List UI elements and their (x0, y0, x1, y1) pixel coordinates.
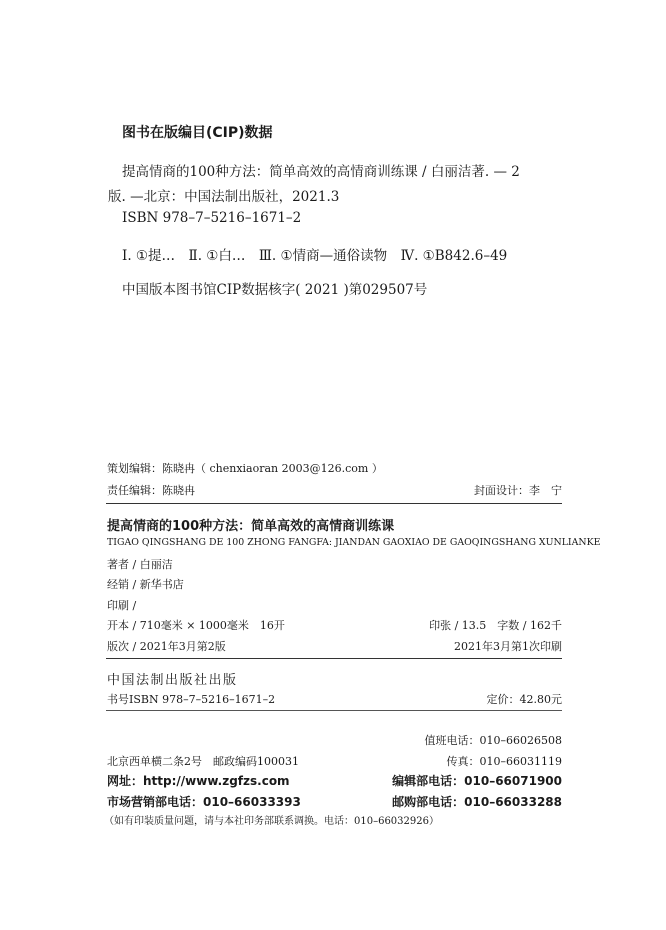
divider (106, 503, 562, 504)
duty-phone: 值班电话：010–66026508 (424, 734, 562, 747)
book-price: 定价：42.80元 (486, 693, 562, 706)
divider (106, 658, 562, 659)
book-edition: 版次 / 2021年3月第2版 (107, 640, 226, 653)
book-distributor: 经销 / 新华书店 (107, 578, 184, 591)
cip-title: 图书在版编目(CIP)数据 (122, 125, 273, 141)
book-printer: 印刷 / (107, 599, 137, 612)
book-title: 提高情商的100种方法：简单高效的高情商训练课 (107, 519, 395, 534)
marketing-phone: 市场营销部电话：010–66033393 (107, 795, 301, 809)
cover-designer: 封面设计：李 宁 (474, 484, 562, 497)
cip-isbn: ISBN 978–7–5216–1671–2 (122, 210, 302, 226)
purchasing-phone: 邮购部电话：010–66033288 (392, 795, 562, 809)
publisher-address: 北京西单横二条2号 邮政编码100031 (107, 755, 299, 768)
fax-number: 传真：010–66031119 (446, 755, 562, 768)
planning-editor: 策划编辑：陈晓冉（ chenxiaoran 2003@126.com ） (107, 462, 383, 475)
responsible-editor: 责任编辑：陈晓冉 (107, 484, 195, 497)
cip-description-line-2: 版. —北京：中国法制出版社，2021.3 (108, 189, 340, 205)
editorial-phone: 编辑部电话：010–66071900 (392, 774, 562, 788)
cip-classification: Ⅰ. ①提… Ⅱ. ①白… Ⅲ. ①情商—通俗读物 Ⅳ. ①B842.6–49 (122, 248, 508, 264)
cip-record-number: 中国版本图书馆CIP数据核字( 2021 )第029507号 (122, 282, 428, 298)
book-sheets-wordcount: 印张 / 13.5 字数 / 162千 (429, 619, 562, 632)
book-author: 著者 / 白丽洁 (107, 558, 173, 571)
book-title-pinyin: TIGAO QINGSHANG DE 100 ZHONG FANGFA: JIANDAN GAOXIAO DE GAOQINGSHANG XUNLIANKE (107, 537, 601, 548)
quality-notice: （如有印装质量问题，请与本社印务部联系调换。电话：010–66032926） (104, 816, 439, 827)
book-number: 书号ISBN 978–7–5216–1671–2 (107, 693, 276, 706)
book-printing: 2021年3月第1次印刷 (454, 640, 562, 653)
book-format: 开本 / 710毫米 × 1000毫米 16开 (107, 619, 285, 632)
publisher-name: 中国法制出版社出版 (107, 673, 238, 688)
cip-description-line-1: 提高情商的100种方法：简单高效的高情商训练课 / 白丽洁著. — 2 (122, 164, 520, 180)
publisher-website: 网址：http://www.zgfzs.com (107, 774, 290, 788)
divider (106, 710, 562, 711)
